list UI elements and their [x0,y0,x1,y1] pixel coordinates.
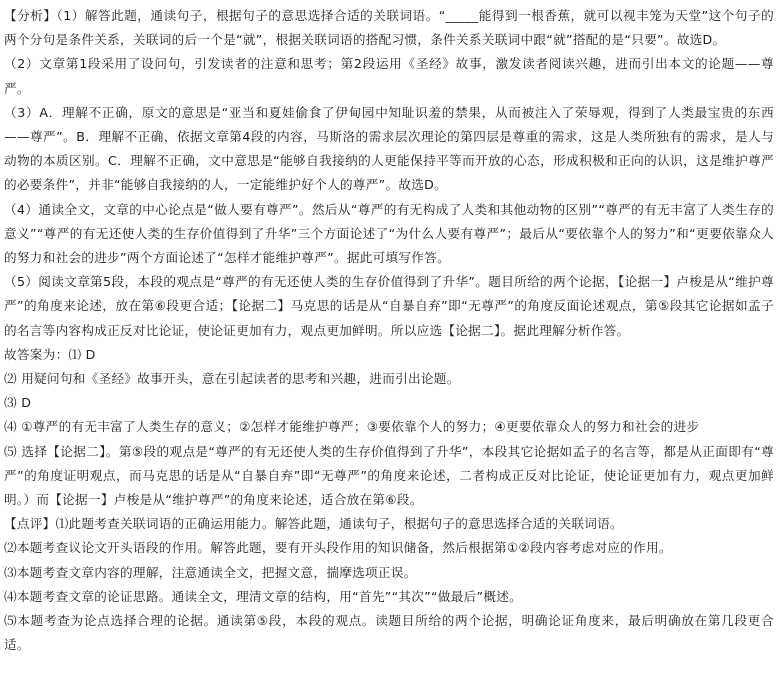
comment-1: 【点评】⑴此题考查关联词语的正确运用能力。解答此题，通读句子，根据句子的意思选择合适的关联词语。 [4,516,623,532]
comment-5: ⑸本题考查为论点选择合理的论据。通读第⑤段，本段的观点。读题目所给的两个论据，明确论证角度来，最后明确放在第几段更合适。 [4,613,774,653]
answer-2: ⑵ 用疑问句和《圣经》故事开头，意在引起读者的思考和兴趣，进而引出论题。 [4,371,460,387]
comment-4: ⑷本题考查文章的论证思路。通读全文，理清文章的结构，用“首先”“其次”“做最后”概述。 [4,588,523,604]
comment-3: ⑶本题考查文章内容的理解，注意通读全文，把握文意，揣摩选项正误。 [4,564,417,580]
analysis-q3: （3）A．理解不正确，原文的意思是“亚当和夏娃偷食了伊甸园中知耻识羞的禁果，从而被注入了荣辱观，得到了人类最宝贵的东西——尊严”。B．理解不正确，依据文章第4段的内容，马斯洛的需求层次理论的第四层是尊重的需求，这是人类所独有的需求，是人与动物的本质区别。C．理解不正确，文中意思是“能够自我接纳的人更能保持平等而开放的心态，形成积极和正向的认识，这是维护尊严的必要条件”，并非“能够自我接纳的人，一定能维护好个人的尊严”。故选D。 [4,104,774,193]
answer-1: 故答案为：⑴ D [4,346,96,362]
analysis-q4: （4）通读全文，文章的中心论点是“做人要有尊严”。然后从“尊严的有无构成了人类和其他动物的区别”“尊严的有无丰富了人类生存的意义”“尊严的有无还使人类的生存价值得到了升华”三个方面论述了“为什么人要有尊严”；最后从“要依靠个人的努力”和“更要依靠众人的努力和社会的进步”两个方面论述了“怎样才能维护尊严”。据此可填写作答。 [4,201,774,266]
analysis-q5: （5）阅读文章第5段，本段的观点是“尊严的有无还使人类的生存价值得到了升华”。题目所给的两个论据，【论据一】卢梭是从“维护尊严”的角度来论述，放在第⑥段更合适；【论据二】马克思的话是从“自暴自弃”即“无尊严”的角度反面论述观点，第⑤段其它论据如孟子的名言等内容构成正反对比论证，使论证更加有力，观点更加鲜明。所以应选【论据二】。据此理解分析作答。 [4,274,774,338]
analysis-q1: 【分析】（1）解答此题，通读句子，根据句子的意思选择合适的关联词语。“_____能得到一根香蕉，就可以视丰笼为天堂”这个句子的两个分句是条件关系，关联词的后一个是“就”，根据关联词语的搭配习惯，条件关系关联词中跟“就”搭配的是“只要”。故选D。 [4,8,774,48]
answer-3: ⑶ D [4,395,32,411]
analysis-q2: （2）文章第1段采用了设问句，引发读者的注意和思考；第2段运用《圣经》故事，激发读者阅读兴趣，进而引出本文的论题——尊严。 [4,56,774,96]
answer-4: ⑷ ①尊严的有无丰富了人类生存的意义；②怎样才能维护尊严；③要依靠个人的努力；④更要依靠众人的努力和社会的进步 [4,419,700,435]
answer-5: ⑸ 选择【论据二】。第⑤段的观点是“尊严的有无还使人类的生存价值得到了升华”，本段其它论据如孟子的名言等，都是从正面即有“尊严”的角度证明观点，而马克思的话是从“自暴自弃”即“无尊严”的角度来论述，二者构成正反对比论证，使论证更加有力，观点更加鲜明。）而【论据一】卢梭是从“维护尊严”的角度来论述，适合放在第⑥段。 [4,443,774,508]
comment-2: ⑵本题考查议论文开头语段的作用。解答此题，要有开头段作用的知识储备，然后根据第①②段内容考虑对应的作用。 [4,540,672,556]
